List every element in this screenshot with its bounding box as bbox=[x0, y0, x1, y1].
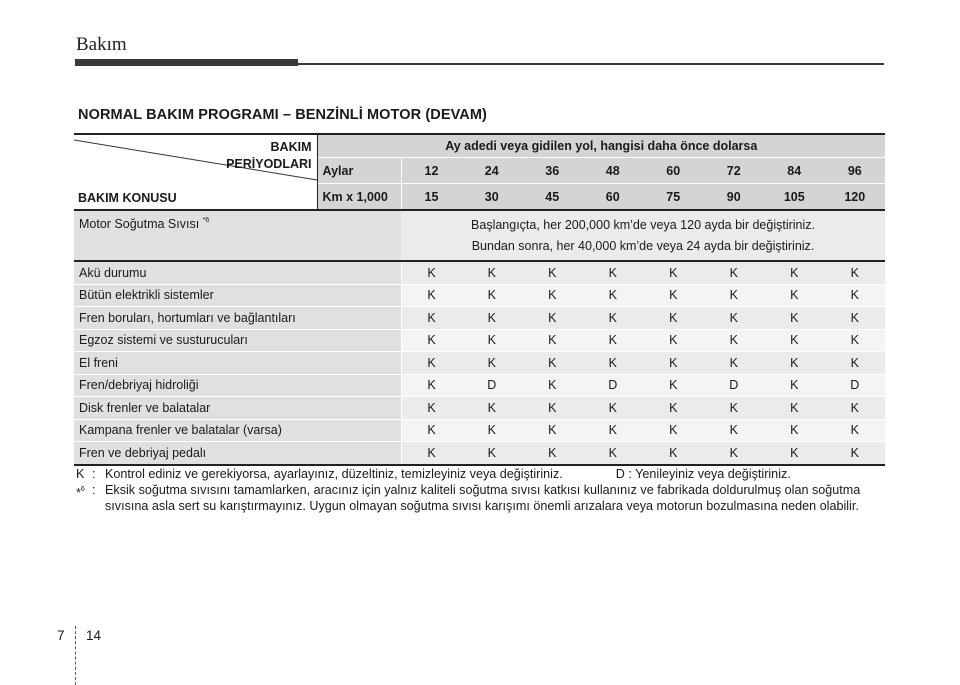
km-header-cell: 30 bbox=[462, 184, 523, 211]
interval-action-cell: K bbox=[462, 397, 523, 420]
footnote-star-text: Eksik soğutma sıvısını tamamlarken, aracınız için yalnız kaliteli soğutma sıvısı katkısı kullanınız ve fabrikada doldurulmuş olan soğutma sıvısına asla sert su karıştırmayınız. Uygun olmayan soğutma sıvısı karışımı önemli arızalara veya motorun bozulmasına neden olabilir. bbox=[105, 483, 861, 513]
interval-action-cell: K bbox=[704, 307, 765, 330]
footnote-d-text: D : Yenileyiniz veya değiştiriniz. bbox=[615, 467, 791, 481]
maintenance-item: Bütün elektrikli sistemler bbox=[74, 284, 401, 307]
interval-action-cell: K bbox=[522, 374, 583, 397]
interval-action-cell: K bbox=[704, 419, 765, 442]
table-row-coolant bbox=[74, 210, 885, 261]
maintenance-item: Egzoz sistemi ve susturucuları bbox=[74, 329, 401, 352]
page-number: 14 bbox=[86, 628, 102, 643]
corner-label-line1: BAKIM bbox=[270, 140, 312, 154]
interval-action-cell: K bbox=[825, 329, 886, 352]
interval-action-cell: K bbox=[522, 419, 583, 442]
interval-action-cell: K bbox=[764, 397, 825, 420]
interval-action-cell: K bbox=[462, 307, 523, 330]
interval-action-cell: K bbox=[704, 329, 765, 352]
interval-action-cell: K bbox=[401, 329, 462, 352]
interval-action-cell: K bbox=[704, 352, 765, 375]
footnote-star-key: *$^6$ bbox=[76, 486, 85, 500]
coolant-footnote-ref: *6 bbox=[202, 217, 210, 224]
interval-action-cell: K bbox=[825, 261, 886, 284]
interval-action-cell: K bbox=[522, 329, 583, 352]
table-row bbox=[74, 419, 885, 442]
maintenance-item: Fren boruları, hortumları ve bağlantıları bbox=[74, 307, 401, 330]
table-row bbox=[74, 284, 885, 307]
interval-action-cell: K bbox=[401, 307, 462, 330]
interval-action-cell: K bbox=[643, 397, 704, 420]
interval-action-cell: K bbox=[522, 261, 583, 284]
interval-action-cell: D bbox=[462, 374, 523, 397]
month-header-cell: 72 bbox=[704, 158, 765, 184]
interval-action-cell: K bbox=[764, 307, 825, 330]
interval-action-cell: K bbox=[704, 261, 765, 284]
table-row bbox=[74, 261, 885, 284]
interval-action-cell: K bbox=[825, 397, 886, 420]
interval-action-cell: K bbox=[522, 352, 583, 375]
month-header-cell: 60 bbox=[643, 158, 704, 184]
interval-action-cell: K bbox=[643, 307, 704, 330]
km-header-cell: 120 bbox=[825, 184, 886, 211]
interval-action-cell: K bbox=[522, 442, 583, 465]
interval-action-cell: K bbox=[825, 442, 886, 465]
interval-action-cell: K bbox=[764, 419, 825, 442]
interval-action-cell: K bbox=[462, 261, 523, 284]
km-header-cell: 15 bbox=[401, 184, 462, 211]
interval-action-cell: K bbox=[401, 352, 462, 375]
maintenance-table bbox=[74, 133, 885, 466]
maintenance-item: El freni bbox=[74, 352, 401, 375]
interval-action-cell: K bbox=[462, 352, 523, 375]
interval-action-cell: K bbox=[401, 442, 462, 465]
interval-action-cell: K bbox=[522, 284, 583, 307]
interval-action-cell: K bbox=[401, 397, 462, 420]
footnote-k: K : Kontrol ediniz ve gerekiyorsa, ayarlayınız, düzeltiniz, temizleyiniz veya değiştiriniz. D : Yenileyiniz veya değiştiriniz. bbox=[76, 467, 791, 481]
interval-action-cell: K bbox=[643, 419, 704, 442]
month-header-cell: 36 bbox=[522, 158, 583, 184]
coolant-note bbox=[401, 210, 885, 261]
table-row bbox=[74, 352, 885, 375]
maintenance-periods-label bbox=[226, 139, 311, 173]
coolant-note-line1: Başlangıçta, her 200,000 km’de veya 120 ayda bir değiştiriniz. bbox=[471, 217, 815, 232]
interval-action-cell: K bbox=[462, 329, 523, 352]
maintenance-item: Fren/debriyaj hidroliği bbox=[74, 374, 401, 397]
interval-action-cell: K bbox=[643, 352, 704, 375]
interval-action-cell: K bbox=[401, 261, 462, 284]
interval-action-cell: K bbox=[401, 374, 462, 397]
interval-action-cell: D bbox=[825, 374, 886, 397]
interval-action-cell: D bbox=[583, 374, 644, 397]
interval-action-cell: K bbox=[825, 284, 886, 307]
km-header-cell: 75 bbox=[643, 184, 704, 211]
table-header-row bbox=[74, 134, 885, 158]
interval-action-cell: K bbox=[764, 374, 825, 397]
coolant-item bbox=[74, 210, 401, 261]
interval-action-cell: K bbox=[522, 307, 583, 330]
month-header-cell: 24 bbox=[462, 158, 523, 184]
km-label: Km x 1,000 bbox=[317, 184, 401, 211]
month-header-cell: 84 bbox=[764, 158, 825, 184]
interval-action-cell: K bbox=[583, 442, 644, 465]
interval-action-cell: K bbox=[643, 261, 704, 284]
interval-action-cell: K bbox=[401, 419, 462, 442]
months-label: Aylar bbox=[317, 158, 401, 184]
interval-action-cell: K bbox=[583, 419, 644, 442]
table-row bbox=[74, 374, 885, 397]
interval-action-cell: K bbox=[643, 442, 704, 465]
footnote-k-text: Kontrol ediniz ve gerekiyorsa, ayarlayınız, düzeltiniz, temizleyiniz veya değiştiriniz. bbox=[105, 467, 563, 481]
table-corner-cell bbox=[74, 134, 317, 210]
table-row bbox=[74, 307, 885, 330]
interval-action-cell: K bbox=[764, 261, 825, 284]
interval-action-cell: K bbox=[704, 284, 765, 307]
table-row bbox=[74, 397, 885, 420]
footnote-k-key: K bbox=[76, 467, 85, 481]
month-header-cell: 96 bbox=[825, 158, 886, 184]
interval-action-cell: K bbox=[825, 352, 886, 375]
page-divider bbox=[75, 626, 76, 685]
interval-action-cell: K bbox=[462, 442, 523, 465]
interval-action-cell: D bbox=[704, 374, 765, 397]
coolant-note-line2: Bundan sonra, her 40,000 km’de veya 24 ayda bir değiştiriniz. bbox=[471, 238, 815, 253]
header-rule bbox=[298, 63, 884, 65]
interval-action-cell: K bbox=[825, 307, 886, 330]
interval-action-cell: K bbox=[764, 329, 825, 352]
maintenance-item: Akü durumu bbox=[74, 261, 401, 284]
interval-action-cell: K bbox=[643, 374, 704, 397]
interval-action-cell: K bbox=[704, 442, 765, 465]
interval-action-cell: K bbox=[522, 397, 583, 420]
interval-action-cell: K bbox=[583, 352, 644, 375]
table-row bbox=[74, 329, 885, 352]
km-header-cell: 105 bbox=[764, 184, 825, 211]
interval-action-cell: K bbox=[764, 284, 825, 307]
header-bar bbox=[75, 59, 298, 66]
interval-action-cell: K bbox=[704, 397, 765, 420]
maintenance-item: Disk frenler ve balatalar bbox=[74, 397, 401, 420]
table-row bbox=[74, 442, 885, 465]
interval-action-cell: K bbox=[583, 284, 644, 307]
interval-action-cell: K bbox=[401, 284, 462, 307]
maintenance-item: Kampana frenler ve balatalar (varsa) bbox=[74, 419, 401, 442]
month-header-cell: 48 bbox=[583, 158, 644, 184]
interval-action-cell: K bbox=[825, 419, 886, 442]
interval-action-cell: K bbox=[583, 397, 644, 420]
footnotes bbox=[76, 466, 888, 514]
km-header-cell: 45 bbox=[522, 184, 583, 211]
interval-action-cell: K bbox=[462, 419, 523, 442]
section-title: NORMAL BAKIM PROGRAMI – BENZİNLİ MOTOR (DEVAM) bbox=[78, 107, 487, 123]
interval-action-cell: K bbox=[583, 261, 644, 284]
interval-action-cell: K bbox=[764, 352, 825, 375]
interval-action-cell: K bbox=[643, 329, 704, 352]
corner-label-line2: PERİYODLARI bbox=[226, 157, 312, 171]
maintenance-item-label: BAKIM KONUSU bbox=[78, 191, 177, 205]
coolant-label: Motor Soğutma Sıvısı bbox=[79, 217, 200, 231]
maintenance-item: Fren ve debriyaj pedalı bbox=[74, 442, 401, 465]
km-header-cell: 60 bbox=[583, 184, 644, 211]
page-header-title: Bakım bbox=[76, 34, 127, 55]
interval-action-cell: K bbox=[583, 307, 644, 330]
km-header-cell: 90 bbox=[704, 184, 765, 211]
interval-action-cell: K bbox=[462, 284, 523, 307]
interval-action-cell: K bbox=[764, 442, 825, 465]
footnote-star: *$^6$ : Eksik soğutma sıvısını tamamlarken, aracınız için yalnız kaliteli soğutma sıvısı katkısı kullanınız ve fabrikada doldurulmuş olan soğutma sıvısına asla sert su karıştırmayınız. Uygun olmayan soğutma sıvısı karışımı önemli arızalara veya motorun bozulmasına neden olabilir. bbox=[76, 482, 888, 514]
interval-span-header: Ay adedi veya gidilen yol, hangisi daha önce dolarsa bbox=[317, 134, 885, 158]
chapter-number: 7 bbox=[57, 628, 65, 643]
interval-action-cell: K bbox=[643, 284, 704, 307]
month-header-cell: 12 bbox=[401, 158, 462, 184]
interval-action-cell: K bbox=[583, 329, 644, 352]
footnote-star-sup: 6 bbox=[80, 486, 85, 493]
